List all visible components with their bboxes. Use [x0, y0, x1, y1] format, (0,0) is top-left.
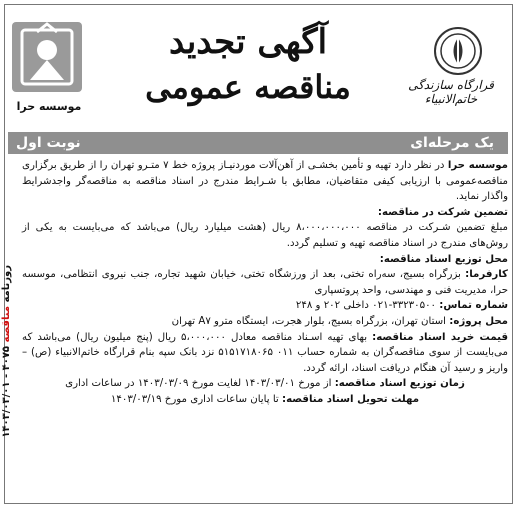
side-prefix: روزنامه	[1, 265, 12, 306]
deadline-text: تا پایان ساعات اداری مورخ ۱۴۰۳/۰۳/۱۹	[110, 393, 282, 405]
project-paragraph	[22, 314, 508, 330]
newspaper-side-label	[1, 265, 19, 438]
time-text: از مورخ ۱۴۰۳/۰۳/۰۱ لغایت مورخ ۱۴۰۳/۰۳/۰۹ در ساعات اداری	[65, 378, 335, 390]
side-brand: مناقصه	[1, 305, 12, 343]
org-right-name: قرارگاه سازندگی خاتم‌الانبیاء	[408, 78, 494, 106]
price-paragraph	[22, 330, 508, 377]
phone-label: شماره تماس:	[439, 300, 508, 312]
employer-paragraph	[22, 267, 508, 298]
side-code: ۴۰۷۵ - ۱۴۰۳/۰۳/۰۱	[1, 342, 12, 438]
time-label: زمان توزیع اسناد مناقصه:	[334, 378, 465, 390]
deadline-label: مهلت تحویل اسناد مناقصه:	[282, 393, 420, 405]
notice-banner	[8, 132, 508, 154]
project-label: محل پروژه:	[449, 315, 508, 327]
title-line-2: مناقصه عمومی	[145, 68, 351, 106]
guarantee-heading: تضمین شرکت در مناقصه:	[377, 206, 508, 218]
employer-label: کارفرما:	[465, 269, 508, 281]
title-line-1: آگهی تجدید	[168, 22, 328, 62]
docs-place-heading: محل توزیع اسناد مناقصه:	[379, 253, 508, 265]
time-paragraph	[22, 376, 508, 392]
guarantee-text: مبلغ تضمین شـرکت در مناقصه ۸،۰۰۰،۰۰۰،۰۰۰ ریال (هشت میلیارد ریال) می‌باشد که می‌بایست به یکی از روش‌های مندرج در اسناد مناقصه تهیه و تسلیم گردد.	[22, 222, 508, 249]
intro-text: در نظر دارد تهیه و تأمین بخشـی از آهن‌آلات موردنیـاز پروژه خط ۷ متـرو تهران را از طریق برگزاری مناقصه‌عمومی با ارزیابی کیفی متقاضیان، مطابق با شـرایط مندرج در اسناد مناقصه به مناقصه‌گر واجدشرایط واگذار نماید.	[22, 160, 508, 203]
iran-emblem-icon	[433, 26, 483, 76]
phone-text: ۳۳۲۳۰۵۰۰-۰۲۱ داخلی ۲۰۲ و ۲۴۸	[295, 300, 440, 312]
deadline-paragraph	[22, 392, 508, 408]
org-logo	[12, 22, 86, 118]
price-text: بهای تهیه اسـناد مناقصه معادل ۵،۰۰۰،۰۰۰ ریال (پنج میلیون ریال) می‌باشد که می‌بایست از سوی مناقصه‌گران به شماره حساب ۰۱۱ ۵۱۵۱۷۱۸۰۶۵ نزد بانک سپه بنام قرارگاه خاتم‌الانبیاء (ص) – واریز و رسید آن هنگام دریافت اسناد، ارائه گردد.	[22, 331, 508, 374]
stage-label: یک مرحله‌ای	[410, 135, 494, 151]
employer-text: بزرگراه بسیج، سه‌راه تختی، بعد از ورزشگاه تختی، خیابان شهید تجاره، جنب نیروی انتظامی، موسسه حرا، مدیریت فنی و مهندسی، واحد پروتسپاری	[22, 269, 508, 296]
hera-logo-icon	[12, 22, 82, 92]
phone-paragraph	[22, 298, 508, 314]
org-left-name: موسسه حرا	[16, 100, 82, 113]
notice-body	[22, 158, 508, 408]
project-text: استان تهران، بزرگراه بسیج، بلوار هجرت، ایستگاه مترو A۷ تهران	[171, 315, 450, 327]
price-label: قیمت خرید اسناد مناقصه:	[372, 331, 509, 343]
round-label: نوبت اول	[16, 135, 81, 151]
intro-paragraph	[22, 158, 508, 205]
intro-org: موسسه حرا	[447, 160, 508, 171]
